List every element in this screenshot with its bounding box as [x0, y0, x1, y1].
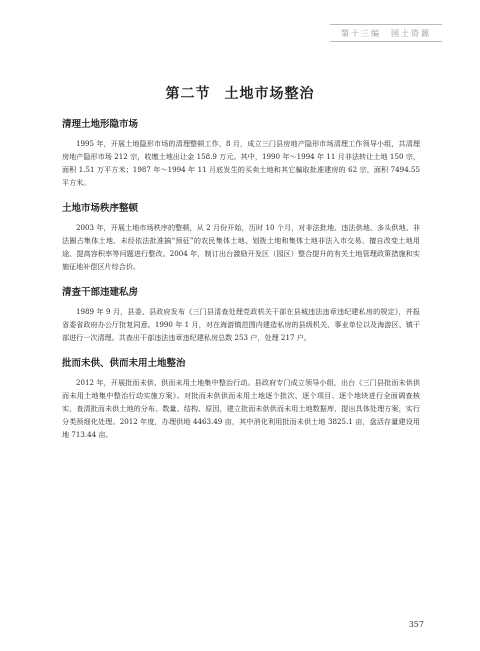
subsection-heading: 清理土地形隐市场: [62, 119, 139, 130]
subsection-heading: 批而未供、供而未用土地整治: [62, 358, 186, 369]
subsection-paragraph: 1989 年 9 月，县委、县政府发布《三门县清查处理党政机关干部在县城违法违章违纪建私房的规定》，并报省委省政府办公厅批复同意。1990 年 1 月，对在海游镇范围内建造私房的县级机关、事业单位以及海游区、镇干部进行一次清理。共查出干部违法违章违纪建私房总数 253 户，处理 217 户。: [62, 307, 420, 342]
subsection-paragraph: 2003 年，开展土地市场秩序的整顿，从 2 月份开始，历时 10 个月，对非法批地、违法供地、多头供地、非法圈占集体土地、未经依法批准搞“预征”的农民集体土地、划拨土地和集体土地非法入市交易、擅自改变土地用途、提高容积率等问题进行整改。2004 年，制订出台激励开发区（园区）整合提升的有关土地管理政策措施和实施征地补偿区片综合价。: [62, 223, 420, 271]
main-content: [62, 118, 420, 454]
running-header-text: 第十三编 国土资源: [341, 28, 431, 38]
subsection-paragraph: 1995 年，开展土地隐形市场的清理整顿工作，8 月，成立三门县房地产隐形市场清理工作领导小组，共清理房地产隐形市场 212 宗，收缴土地出让金 158.9 万元。其中，1990 年～1994 年 11 月非法转让土地 150 宗，面积 1.51 万平方米；1987 年～1994 年 11 月底发生的买卖土地和其它骗取批准建房的 62 宗，面积 7494.55 平方米。: [62, 139, 420, 187]
section-title: [0, 83, 480, 103]
subsection: [62, 118, 420, 189]
running-header: [330, 24, 442, 42]
subsection: [62, 357, 420, 441]
subsection: [62, 286, 420, 344]
subsection: [62, 202, 420, 273]
section-name: 土地市场整治: [224, 86, 315, 102]
subsection-paragraph: 2012 年，开展批而未供、供而未用土地集中整治行动。县政府专门成立领导小组，出台《三门县批而未供供而未用土地集中整治行动实施方案》。对批而未供供而未用土地逐个批次、逐个项目、逐个地块进行全面调查核实，查清批而未供土地的分布、数量、结构、原因，建立批而未供供而未用土地数据库，提出具体处理方案，实行分类预细化处理。2012 年度，办理供地 4463.49 亩，其中消化利用批而未供土地 3825.1 亩，盘活存量建设用地 713.44 亩。: [62, 378, 420, 439]
subsection-heading: 土地市场秩序整顿: [62, 203, 139, 214]
section-number: 第二节: [165, 86, 211, 102]
subsection-heading: 清查干部违建私房: [62, 287, 139, 298]
page-number: 357: [408, 620, 424, 629]
